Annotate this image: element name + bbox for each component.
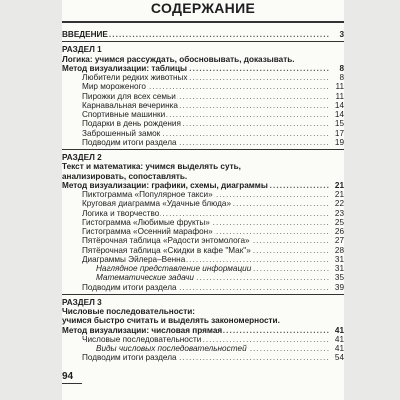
toc-page [62,0,344,400]
section-2-subtitle-line-label: анализировать, сопоставлять. [62,171,188,181]
toc-item-label: Пятёрочная таблица «Радости энтомолога» [82,236,250,246]
toc-item-label: Наглядное представление информации [96,264,252,273]
divider-section-2 [62,294,344,295]
toc-item-page: 27 [334,236,344,246]
toc-item-title [82,283,330,293]
toc-item-page: 31 [334,254,344,264]
toc-item-label: Математические задачи [96,273,194,283]
toc-intro[interactable] [62,30,344,40]
toc-intro-page: 3 [339,30,344,39]
divider-intro [62,41,344,42]
toc-item-label: Диаграммы Эйлера–Венна [82,254,186,264]
toc-item-page: 11 [335,82,344,92]
toc-item-page: 17 [334,128,344,138]
toc-item-page: 35 [334,273,344,283]
section-1-method-page: 8 [339,63,344,73]
toc-item-label: Круговая диаграмма «Удачные блюда» [82,199,231,209]
page-number-divider [62,383,82,384]
toc-item-page: 41 [334,334,344,344]
toc-item-label: Пиктограмма «Популярное такси» [82,190,213,199]
toc-item-label: Пирожки для всех семьи [82,91,176,101]
section-3-subtitle-line-label: Числовые последовательности: [62,307,195,316]
toc-item-label: Подводим итоги раздела [82,282,177,292]
toc-item-page: 23 [334,208,344,218]
section-1-subtitle-line-label: Логика: учимся рассуждать, обосновывать, доказывать. [62,54,295,64]
toc-item-page: 19 [334,137,344,147]
page-number: 94 [62,371,74,382]
toc-intro-label: ВВЕДЕНИЕ [62,30,108,39]
toc-item-page: 14 [334,100,344,110]
toc-item-page: 31 [334,264,344,273]
toc-item-label: Логика и творчество [82,208,160,218]
toc-item-page: 26 [334,227,344,236]
section-3-heading: РАЗДЕЛ 3 [62,297,102,307]
section-2-heading: РАЗДЕЛ 2 [62,153,102,162]
toc-item-label: Карнавальная вечеринка [82,100,178,110]
toc-item-label: Гистограмма «Осенний марафон» [82,227,213,236]
toc-item-label: Мир мороженого [82,82,146,92]
toc-item-page: 41 [334,344,344,353]
section-3-method-label: Метод визуализации: числовая прямая [62,325,223,335]
toc-item[interactable] [62,138,344,148]
toc-item-page: 22 [334,199,344,209]
section-1-heading: РАЗДЕЛ 1 [62,45,102,55]
toc-item-page: 15 [334,119,344,129]
section-2-subtitle-line-label: Текст и математика: учимся выделять суть, [62,162,241,172]
toc-item-page: 28 [334,245,344,255]
toc-item-page: 21 [334,190,344,199]
toc-item-title [82,138,330,148]
toc-item-label: Числовые последовательности [82,334,202,344]
toc-item-page: 54 [334,353,344,363]
toc-item-page: 11 [335,91,344,101]
title-divider [62,21,344,23]
divider-section-1 [62,149,344,150]
toc-item-page: 8 [339,73,344,82]
toc-item-label: Подводим итоги раздела [82,353,177,363]
toc-item-label: Гистограмма «Любимые фрукты» [82,217,210,227]
toc-intro-title [62,30,330,40]
toc-item-label: Пятёрочная таблица «Скидки в кафе "Мак"» [82,245,251,255]
section-1-subtitle-line-title [62,55,330,65]
toc-item-label: Спортивные машинки [82,110,166,119]
toc-item-label: Подарки в день рождения [82,119,181,129]
toc-item-label: Подводим итоги раздела [82,137,177,147]
toc-item-page: 25 [334,217,344,227]
toc-item-page: 39 [334,282,344,292]
toc-item-label: Виды числовых последовательностей [96,344,247,353]
toc-item[interactable] [62,283,344,293]
toc-item-label: Заброшенный замок [82,128,161,138]
toc-item-page: 14 [334,110,344,119]
section-1-method-label: Метод визуализации: таблицы [62,63,187,73]
section-2-method-label: Метод визуализации: графики, схемы, диаграммы [62,180,268,190]
section-3-method-page: 41 [334,325,344,335]
toc-item-title [82,353,330,363]
page-title: СОДЕРЖАНИЕ [150,0,256,16]
section-2-method-page: 21 [334,180,344,190]
section-3-subtitle-line-label: учимся быстро считать и выделять закономерности. [62,316,280,326]
toc-item-label: Любители редких животных [82,73,188,82]
toc-item[interactable] [62,353,344,363]
